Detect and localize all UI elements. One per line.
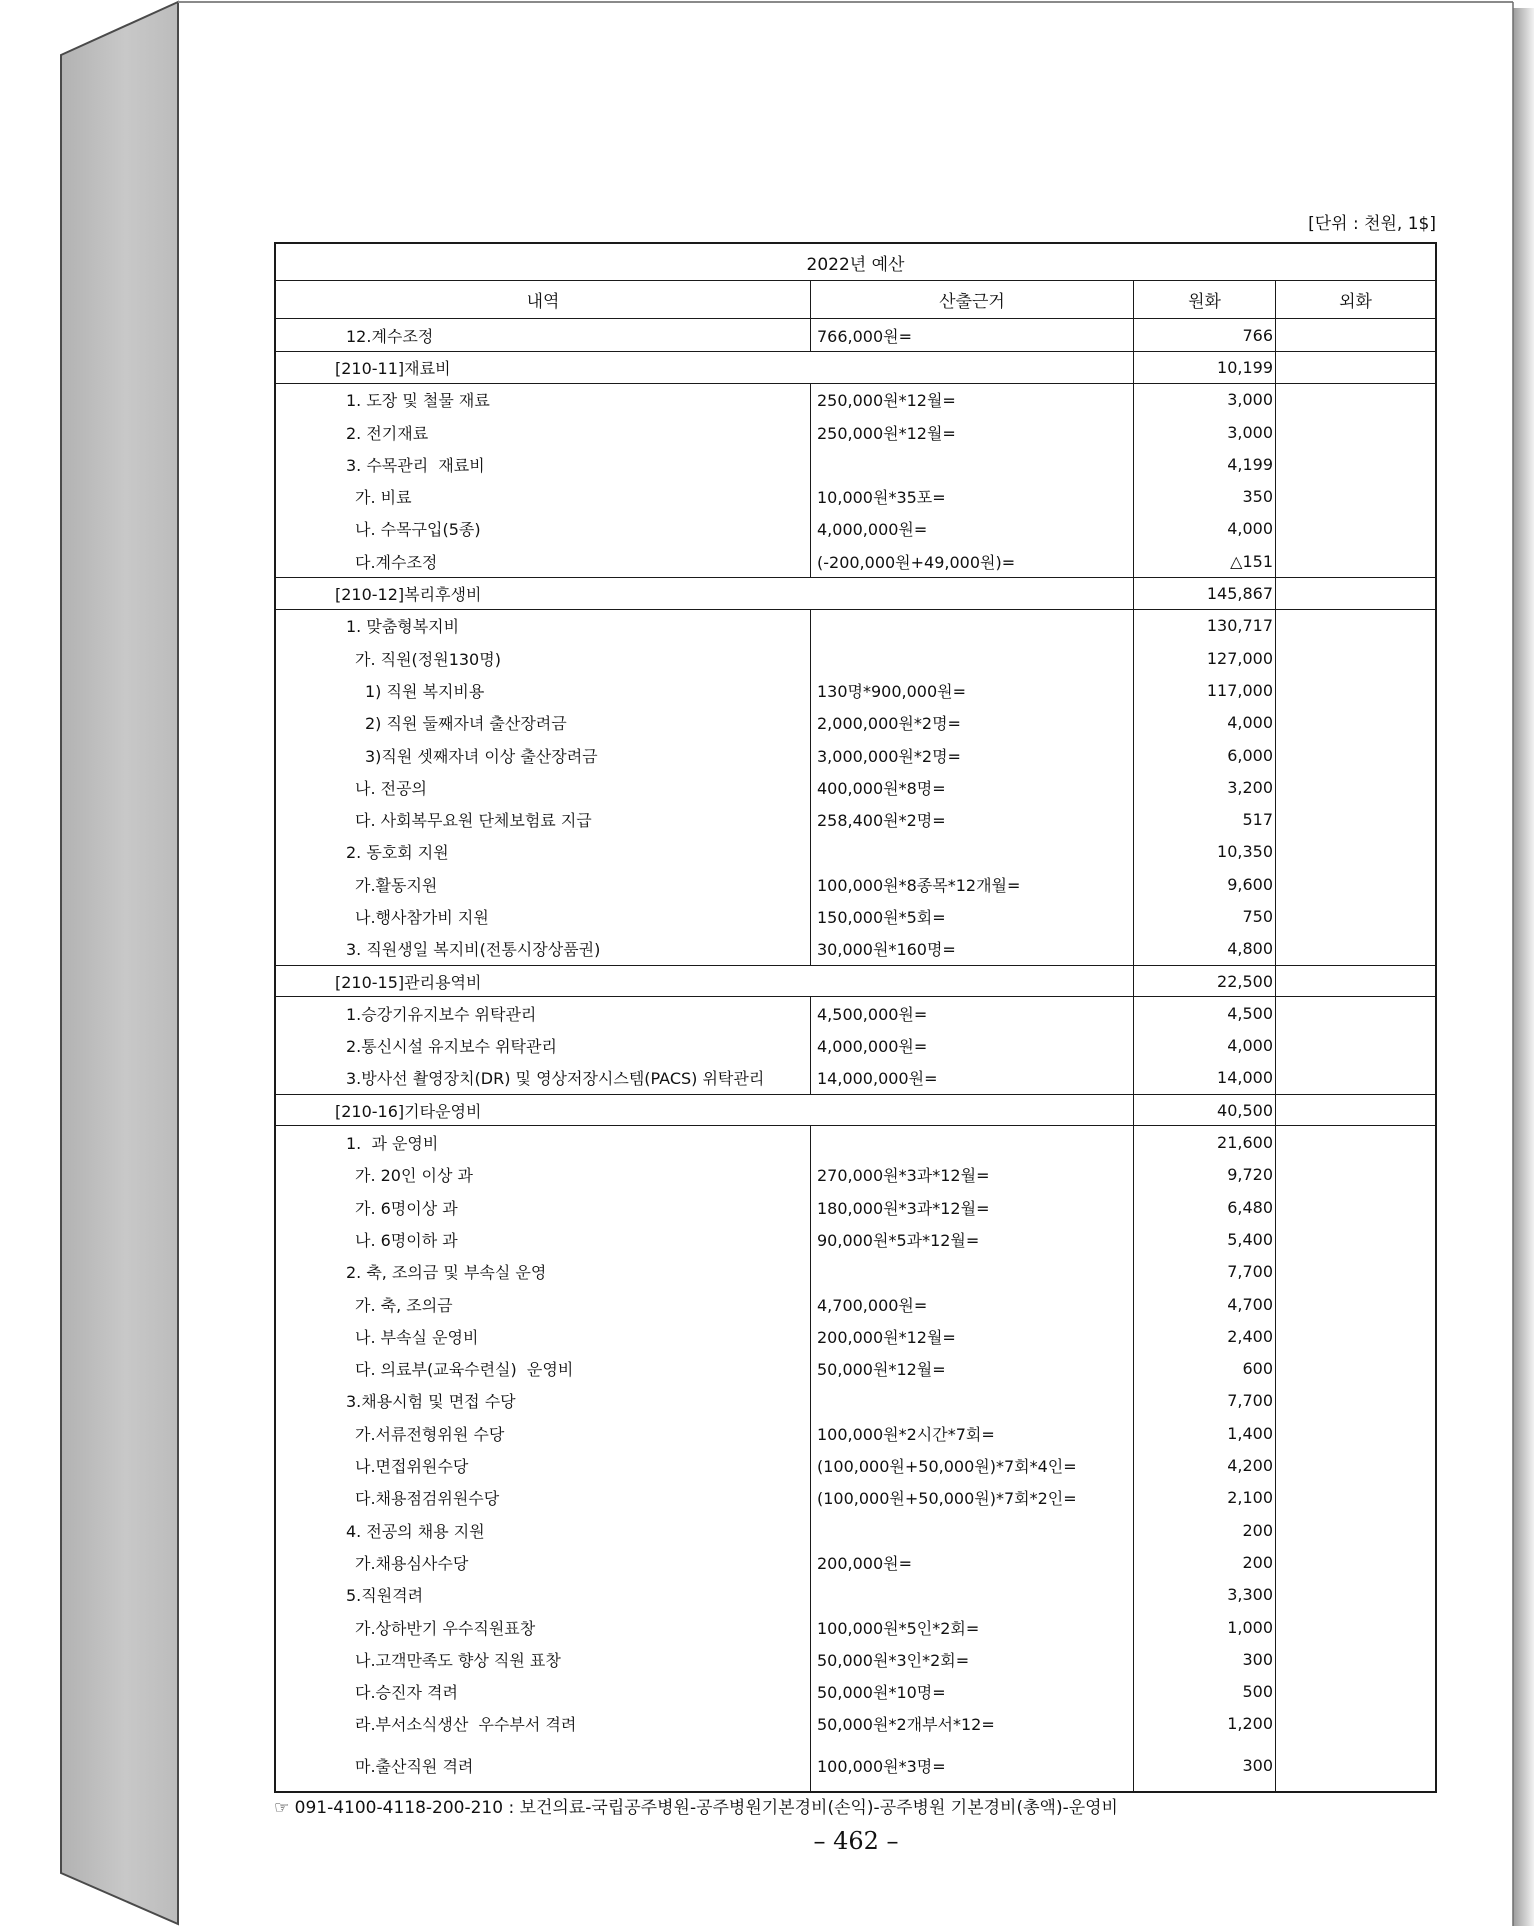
krw-amount: 7,700 bbox=[1133, 1385, 1275, 1417]
table-row bbox=[276, 739, 1435, 771]
item-label: 3.방사선 촬영장치(DR) 및 영상저장시스템(PACS) 위탁관리 bbox=[346, 1069, 765, 1089]
calc-basis: 250,000원*12월= bbox=[810, 384, 1133, 416]
calc-basis: (-200,000원+49,000원)= bbox=[810, 545, 1133, 577]
calc-basis: 10,000원*35포= bbox=[810, 480, 1133, 512]
header-basis: 산출근거 bbox=[810, 281, 1133, 318]
krw-amount: 300 bbox=[1133, 1740, 1275, 1791]
calc-basis: 4,700,000원= bbox=[810, 1288, 1133, 1320]
item-label: 다.승진자 격려 bbox=[355, 1683, 458, 1703]
krw-amount: 4,199 bbox=[1133, 448, 1275, 480]
header-krw: 원화 bbox=[1133, 281, 1275, 318]
item-label: 3. 직원생일 복지비(전통시장상품권) bbox=[346, 940, 601, 960]
item-label: 1. 맞춤형복지비 bbox=[346, 617, 460, 637]
table-row bbox=[276, 1546, 1435, 1578]
calc-basis: 130명*900,000원= bbox=[810, 674, 1133, 706]
table-row bbox=[276, 1514, 1435, 1546]
krw-amount: 40,500 bbox=[1133, 1095, 1275, 1125]
calc-basis: 100,000원*5인*2회= bbox=[810, 1611, 1133, 1643]
krw-amount: 4,800 bbox=[1133, 933, 1275, 965]
fx-amount bbox=[1275, 1675, 1435, 1707]
fx-amount bbox=[1275, 1611, 1435, 1643]
krw-amount: 1,200 bbox=[1133, 1708, 1275, 1740]
budget-table bbox=[274, 242, 1437, 1793]
fx-amount bbox=[1275, 836, 1435, 868]
table-row bbox=[276, 1643, 1435, 1675]
krw-amount: 145,867 bbox=[1133, 578, 1275, 608]
section-row bbox=[276, 351, 1435, 383]
fx-amount bbox=[1275, 1449, 1435, 1481]
table-row bbox=[276, 1385, 1435, 1417]
fx-amount bbox=[1275, 900, 1435, 932]
calc-basis: 100,000원*2시간*7회= bbox=[810, 1417, 1133, 1449]
table-row bbox=[276, 674, 1435, 706]
krw-amount: 10,350 bbox=[1133, 836, 1275, 868]
item-label: 나. 부속실 운영비 bbox=[355, 1327, 479, 1347]
item-label: 가. 20인 이상 과 bbox=[355, 1166, 473, 1186]
calc-basis bbox=[810, 448, 1133, 480]
table-row bbox=[276, 1159, 1435, 1191]
calc-basis: 50,000원*3인*2회= bbox=[810, 1643, 1133, 1675]
table-row bbox=[276, 900, 1435, 932]
fx-amount bbox=[1275, 1062, 1435, 1094]
calc-basis bbox=[810, 610, 1133, 642]
account-code-note: ☞ 091-4100-4118-200-210 : 보건의료-국립공주병원-공주병원기본경비(손익)-공주병원 기본경비(총액)-운영비 bbox=[274, 1798, 1118, 1818]
krw-amount: 4,000 bbox=[1133, 513, 1275, 545]
fx-amount bbox=[1275, 352, 1435, 382]
krw-amount: 3,000 bbox=[1133, 416, 1275, 448]
section-row bbox=[276, 1094, 1435, 1126]
krw-amount: 5,400 bbox=[1133, 1223, 1275, 1255]
fx-amount bbox=[1275, 1159, 1435, 1191]
header-fx: 외화 bbox=[1275, 281, 1435, 318]
page-right-shadow bbox=[1513, 8, 1534, 1926]
krw-amount: 10,199 bbox=[1133, 352, 1275, 382]
calc-basis: 50,000원*12월= bbox=[810, 1353, 1133, 1385]
item-label: 1) 직원 복지비용 bbox=[365, 681, 485, 701]
fx-amount bbox=[1275, 1288, 1435, 1320]
item-label: 가.서류전형위원 수당 bbox=[355, 1424, 505, 1444]
krw-amount: 6,480 bbox=[1133, 1191, 1275, 1223]
item-label: 나. 수목구입(5종) bbox=[355, 520, 481, 540]
table-header-row bbox=[276, 281, 1435, 319]
fx-amount bbox=[1275, 966, 1435, 996]
item-label: 가. 비료 bbox=[355, 488, 412, 508]
calc-basis: 4,000,000원= bbox=[810, 1030, 1133, 1062]
fx-amount bbox=[1275, 1223, 1435, 1255]
table-title-row bbox=[276, 244, 1435, 281]
item-label: 2. 전기재료 bbox=[346, 423, 429, 443]
table-row bbox=[276, 997, 1435, 1029]
fx-amount bbox=[1275, 933, 1435, 965]
fx-amount bbox=[1275, 513, 1435, 545]
krw-amount: 600 bbox=[1133, 1353, 1275, 1385]
calc-basis: 258,400원*2명= bbox=[810, 803, 1133, 835]
krw-amount: 7,700 bbox=[1133, 1256, 1275, 1288]
fx-amount bbox=[1275, 1579, 1435, 1611]
table-row bbox=[276, 1288, 1435, 1320]
section-row bbox=[276, 577, 1435, 609]
table-title: 2022년 예산 bbox=[806, 254, 905, 275]
fx-amount bbox=[1275, 480, 1435, 512]
calc-basis: 90,000원*5과*12월= bbox=[810, 1223, 1133, 1255]
header-item: 내역 bbox=[526, 292, 560, 312]
calc-basis: 150,000원*5회= bbox=[810, 900, 1133, 932]
krw-amount: 3,000 bbox=[1133, 384, 1275, 416]
table-row bbox=[276, 1482, 1435, 1514]
fx-amount bbox=[1275, 1514, 1435, 1546]
krw-amount: △151 bbox=[1133, 545, 1275, 577]
table-row bbox=[276, 416, 1435, 448]
table-row bbox=[276, 1062, 1435, 1094]
krw-amount: 500 bbox=[1133, 1675, 1275, 1707]
fx-amount bbox=[1275, 1126, 1435, 1158]
fx-amount bbox=[1275, 1095, 1435, 1125]
fx-amount bbox=[1275, 545, 1435, 577]
krw-amount: 200 bbox=[1133, 1514, 1275, 1546]
calc-basis: 200,000원= bbox=[810, 1546, 1133, 1578]
table-row bbox=[276, 480, 1435, 512]
fx-amount bbox=[1275, 1256, 1435, 1288]
table-row bbox=[276, 513, 1435, 545]
krw-amount: 127,000 bbox=[1133, 642, 1275, 674]
calc-basis: 200,000원*12월= bbox=[810, 1320, 1133, 1352]
krw-amount: 3,300 bbox=[1133, 1579, 1275, 1611]
fx-amount bbox=[1275, 868, 1435, 900]
calc-basis bbox=[810, 1126, 1133, 1158]
table-body bbox=[276, 319, 1435, 1791]
calc-basis: 766,000원= bbox=[810, 319, 1133, 351]
fx-amount bbox=[1275, 578, 1435, 608]
table-row bbox=[276, 1320, 1435, 1352]
calc-basis: 30,000원*160명= bbox=[810, 933, 1133, 965]
krw-amount: 21,600 bbox=[1133, 1126, 1275, 1158]
table-row bbox=[276, 448, 1435, 480]
item-label: 다. 의료부(교육수련실) 운영비 bbox=[355, 1360, 574, 1380]
table-row bbox=[276, 771, 1435, 803]
table-row bbox=[276, 1191, 1435, 1223]
krw-amount: 2,400 bbox=[1133, 1320, 1275, 1352]
item-label: 다.계수조정 bbox=[355, 552, 438, 572]
fx-amount bbox=[1275, 739, 1435, 771]
table-row bbox=[276, 933, 1435, 965]
item-label: 2. 축, 조의금 및 부속실 운영 bbox=[346, 1263, 547, 1283]
item-label: 가. 축, 조의금 bbox=[355, 1295, 453, 1315]
calc-basis: 400,000원*8명= bbox=[810, 771, 1133, 803]
fx-amount bbox=[1275, 1385, 1435, 1417]
krw-amount: 130,717 bbox=[1133, 610, 1275, 642]
krw-amount: 9,600 bbox=[1133, 868, 1275, 900]
item-label: 2.통신시설 유지보수 위탁관리 bbox=[346, 1037, 557, 1057]
table-row bbox=[276, 836, 1435, 868]
item-label: 나. 6명이하 과 bbox=[355, 1230, 458, 1250]
table-row bbox=[276, 1353, 1435, 1385]
table-row bbox=[276, 1256, 1435, 1288]
table-row bbox=[276, 1579, 1435, 1611]
krw-amount: 200 bbox=[1133, 1546, 1275, 1578]
fx-amount bbox=[1275, 803, 1435, 835]
calc-basis: (100,000원+50,000원)*7회*2인= bbox=[810, 1482, 1133, 1514]
fx-amount bbox=[1275, 1643, 1435, 1675]
calc-basis bbox=[810, 1579, 1133, 1611]
krw-amount: 517 bbox=[1133, 803, 1275, 835]
fx-amount bbox=[1275, 707, 1435, 739]
krw-amount: 4,700 bbox=[1133, 1288, 1275, 1320]
krw-amount: 1,400 bbox=[1133, 1417, 1275, 1449]
table-row bbox=[276, 545, 1435, 577]
krw-amount: 2,100 bbox=[1133, 1482, 1275, 1514]
fx-amount bbox=[1275, 642, 1435, 674]
calc-basis bbox=[810, 642, 1133, 674]
calc-basis: (100,000원+50,000원)*7회*4인= bbox=[810, 1449, 1133, 1481]
fx-amount bbox=[1275, 384, 1435, 416]
table-row bbox=[276, 1223, 1435, 1255]
item-label: 나.면접위원수당 bbox=[355, 1457, 469, 1477]
calc-basis: 270,000원*3과*12월= bbox=[810, 1159, 1133, 1191]
fx-amount bbox=[1275, 1708, 1435, 1740]
item-label: 나.고객만족도 향상 직원 표창 bbox=[355, 1650, 561, 1670]
calc-basis: 250,000원*12월= bbox=[810, 416, 1133, 448]
item-label: 12.계수조정 bbox=[346, 326, 434, 346]
item-label: 5.직원격려 bbox=[346, 1586, 424, 1606]
item-label: 라.부서소식생산 우수부서 격려 bbox=[355, 1715, 577, 1735]
calc-basis: 50,000원*10명= bbox=[810, 1675, 1133, 1707]
table-row bbox=[276, 1675, 1435, 1707]
item-label: 3.채용시험 및 면접 수당 bbox=[346, 1392, 516, 1412]
fx-amount bbox=[1275, 448, 1435, 480]
calc-basis: 14,000,000원= bbox=[810, 1062, 1133, 1094]
item-label: 2. 동호회 지원 bbox=[346, 843, 449, 863]
item-label: 3)직원 셋째자녀 이상 출산장려금 bbox=[365, 746, 598, 766]
krw-amount: 1,000 bbox=[1133, 1611, 1275, 1643]
fx-amount bbox=[1275, 1030, 1435, 1062]
krw-amount: 750 bbox=[1133, 900, 1275, 932]
unit-label: [단위 : 천원, 1$] bbox=[1308, 214, 1436, 234]
fx-amount bbox=[1275, 674, 1435, 706]
item-label: 가.상하반기 우수직원표창 bbox=[355, 1618, 536, 1638]
calc-basis: 2,000,000원*2명= bbox=[810, 707, 1133, 739]
section-row bbox=[276, 965, 1435, 997]
fx-amount bbox=[1275, 1191, 1435, 1223]
calc-basis: 100,000원*3명= bbox=[810, 1740, 1133, 1791]
section-label: [210-11]재료비 bbox=[335, 358, 451, 378]
item-label: 3. 수목관리 재료비 bbox=[346, 455, 485, 475]
item-label: 마.출산직원 격려 bbox=[355, 1757, 474, 1777]
table-row bbox=[276, 1449, 1435, 1481]
item-label: 나.행사참가비 지원 bbox=[355, 907, 489, 927]
calc-basis: 3,000,000원*2명= bbox=[810, 739, 1133, 771]
calc-basis: 4,500,000원= bbox=[810, 997, 1133, 1029]
krw-amount: 3,200 bbox=[1133, 771, 1275, 803]
item-label: 4. 전공의 채용 지원 bbox=[346, 1521, 485, 1541]
calc-basis: 4,000,000원= bbox=[810, 513, 1133, 545]
calc-basis: 100,000원*8종목*12개월= bbox=[810, 868, 1133, 900]
fx-amount bbox=[1275, 416, 1435, 448]
item-label: 가.활동지원 bbox=[355, 875, 438, 895]
table-row bbox=[276, 319, 1435, 351]
fx-amount bbox=[1275, 997, 1435, 1029]
fx-amount bbox=[1275, 319, 1435, 351]
krw-amount: 4,000 bbox=[1133, 1030, 1275, 1062]
fx-amount bbox=[1275, 1546, 1435, 1578]
calc-basis bbox=[810, 1514, 1133, 1546]
table-row bbox=[276, 1740, 1435, 1791]
table-row bbox=[276, 1030, 1435, 1062]
item-label: 다. 사회복무요원 단체보험료 지급 bbox=[355, 811, 592, 831]
krw-amount: 4,000 bbox=[1133, 707, 1275, 739]
calc-basis bbox=[810, 1256, 1133, 1288]
calc-basis bbox=[810, 836, 1133, 868]
krw-amount: 22,500 bbox=[1133, 966, 1275, 996]
item-label: 가. 직원(정원130명) bbox=[355, 649, 501, 669]
krw-amount: 6,000 bbox=[1133, 739, 1275, 771]
item-label: 2) 직원 둘째자녀 출산장려금 bbox=[365, 714, 567, 734]
item-label: 가. 6명이상 과 bbox=[355, 1198, 458, 1218]
table-row bbox=[276, 1708, 1435, 1740]
krw-amount: 766 bbox=[1133, 319, 1275, 351]
calc-basis: 50,000원*2개부서*12= bbox=[810, 1708, 1133, 1740]
fx-amount bbox=[1275, 1482, 1435, 1514]
fx-amount bbox=[1275, 1417, 1435, 1449]
calc-basis bbox=[810, 1385, 1133, 1417]
fx-amount bbox=[1275, 1353, 1435, 1385]
calc-basis: 180,000원*3과*12월= bbox=[810, 1191, 1133, 1223]
krw-amount: 9,720 bbox=[1133, 1159, 1275, 1191]
krw-amount: 117,000 bbox=[1133, 674, 1275, 706]
table-row bbox=[276, 1126, 1435, 1158]
section-label: [210-12]복리후생비 bbox=[335, 585, 482, 605]
table-row bbox=[276, 707, 1435, 739]
krw-amount: 350 bbox=[1133, 480, 1275, 512]
krw-amount: 300 bbox=[1133, 1643, 1275, 1675]
fx-amount bbox=[1275, 1320, 1435, 1352]
table-row bbox=[276, 610, 1435, 642]
page-number: – 462 – bbox=[813, 1827, 899, 1855]
item-label: 가.채용심사수당 bbox=[355, 1553, 469, 1573]
fx-amount bbox=[1275, 771, 1435, 803]
section-label: [210-15]관리용역비 bbox=[335, 972, 482, 992]
table-row bbox=[276, 1611, 1435, 1643]
table-row bbox=[276, 1417, 1435, 1449]
fx-amount bbox=[1275, 610, 1435, 642]
item-label: 1. 도장 및 철물 재료 bbox=[346, 391, 490, 411]
table-row bbox=[276, 642, 1435, 674]
section-label: [210-16]기타운영비 bbox=[335, 1101, 482, 1121]
fx-amount bbox=[1275, 1740, 1435, 1791]
item-label: 1. 과 운영비 bbox=[346, 1134, 439, 1154]
item-label: 다.채용점검위원수당 bbox=[355, 1489, 500, 1509]
krw-amount: 4,200 bbox=[1133, 1449, 1275, 1481]
krw-amount: 4,500 bbox=[1133, 997, 1275, 1029]
item-label: 1.승강기유지보수 위탁관리 bbox=[346, 1004, 537, 1024]
book-spine bbox=[61, 2, 178, 1924]
krw-amount: 14,000 bbox=[1133, 1062, 1275, 1094]
item-label: 나. 전공의 bbox=[355, 778, 427, 798]
table-row bbox=[276, 803, 1435, 835]
table-row bbox=[276, 384, 1435, 416]
table-row bbox=[276, 868, 1435, 900]
